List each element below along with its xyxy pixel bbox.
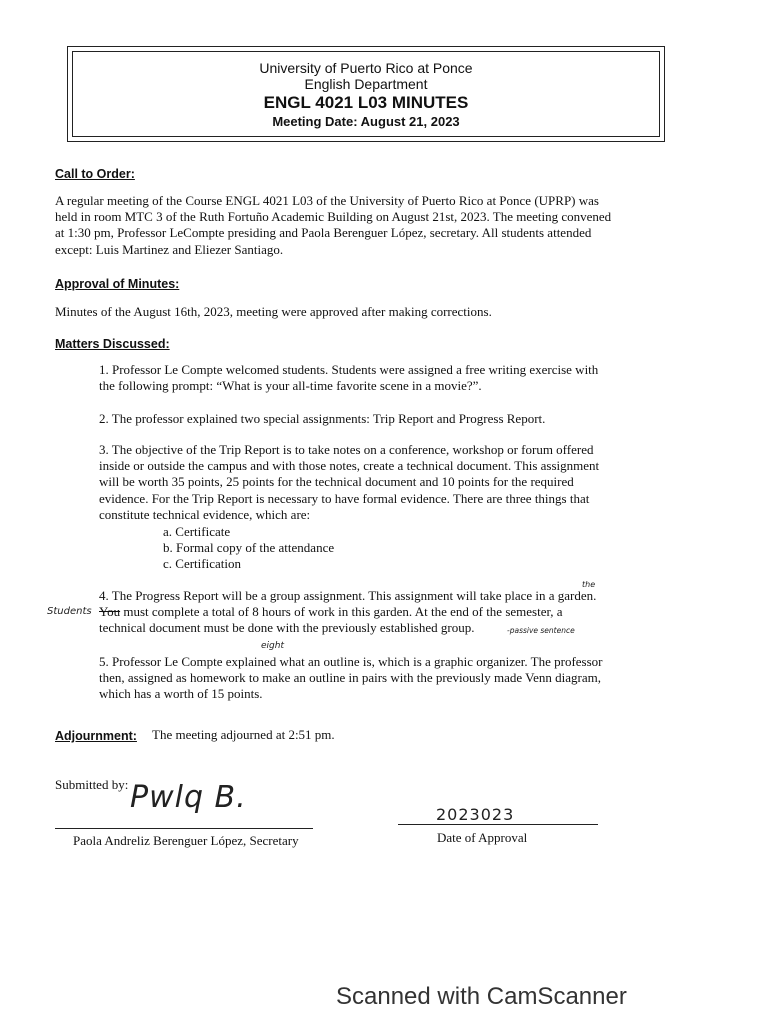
date-of-approval-label: Date of Approval — [437, 830, 528, 845]
handwritten-eight: eight — [261, 641, 284, 651]
matter-line: inside or outside the campus and with those notes, create a technical document. This assignment — [99, 458, 600, 474]
approval-heading: Approval of Minutes: — [55, 277, 180, 291]
call-to-order-text — [55, 193, 665, 258]
secretary-signature: Pwlq B. — [130, 780, 247, 815]
camscanner-watermark: Scanned with CamScanner — [336, 983, 627, 1010]
evidence-list — [163, 524, 334, 573]
matter-line: the following prompt: “What is your all-time favorite scene in a movie?”. — [99, 378, 482, 394]
matter-line: 5. Professor Le Compte explained what an outline is, which is a graphic organizer. The professor — [99, 654, 603, 669]
call-to-order-line: A regular meeting of the Course ENGL 4021 L03 of the University of Puerto Rico at Ponce (UPRP) was — [55, 193, 599, 208]
matter-line: which has a worth of 15 points. — [99, 686, 263, 702]
call-to-order-line: except: Luis Martinez and Eliezer Santiago. — [55, 241, 284, 257]
matter-line: evidence. For the Trip Report is necessary to have formal evidence. There are three things that — [99, 490, 590, 506]
adjournment-text: The meeting adjourned at 2:51 pm. — [152, 727, 335, 742]
struck-word: You — [99, 604, 121, 620]
header-box — [67, 46, 665, 142]
matter-line: then, assigned as homework to make an outline in pairs with the previously made Venn diagram, — [99, 670, 601, 686]
matter-item-3 — [99, 442, 659, 523]
matter-item-2: 2. The professor explained two special assignments: Trip Report and Progress Report. — [99, 411, 546, 426]
matter-item-5 — [99, 654, 659, 703]
handwritten-the: the — [582, 580, 596, 589]
matter-line — [99, 604, 659, 620]
call-to-order-line: held in room MTC 3 of the Ruth Fortuño Academic Building on August 21st, 2023. The meeting convened — [55, 209, 612, 225]
evidence-item: c. Certification — [163, 556, 241, 572]
matter-item-4 — [99, 588, 659, 637]
matter-line-rest: must complete a total of 8 hours of work in this garden. At the end of the semester, a — [120, 604, 563, 620]
matter-line: technical document must be done with the previously established group. — [99, 620, 475, 636]
date-line — [398, 824, 598, 825]
handwritten-students: Students — [47, 606, 92, 617]
meeting-date: Meeting Date: August 21, 2023 — [272, 114, 460, 129]
approval-text: Minutes of the August 16th, 2023, meeting were approved after making corrections. — [55, 304, 492, 319]
matter-line: 1. Professor Le Compte welcomed students. Students were assigned a free writing exercise with — [99, 362, 599, 377]
matter-item-1 — [99, 362, 659, 394]
call-to-order-line: at 1:30 pm, Professor LeCompte presiding and Paola Berenguer López, secretary. All students attended — [55, 225, 592, 241]
call-to-order-heading: Call to Order: — [55, 167, 135, 181]
approval-date-value: 2023023 — [436, 805, 515, 824]
document-title: ENGL 4021 L03 MINUTES — [263, 93, 469, 112]
matter-line: 4. The Progress Report will be a group assignment. This assignment will take place in a garden. — [99, 588, 597, 603]
department-name: English Department — [304, 76, 428, 92]
evidence-item: b. Formal copy of the attendance — [163, 540, 335, 556]
signature-line — [55, 828, 313, 829]
matter-line: constitute technical evidence, which are: — [99, 506, 311, 522]
adjournment-heading: Adjournment: — [55, 729, 137, 743]
header-inner-border — [72, 51, 660, 137]
university-name: University of Puerto Rico at Ponce — [259, 60, 473, 76]
evidence-item: a. Certificate — [163, 524, 231, 539]
matter-line: 3. The objective of the Trip Report is to take notes on a conference, workshop or forum offered — [99, 442, 594, 457]
handwritten-passive-note: -passive sentence — [507, 626, 575, 635]
matters-heading: Matters Discussed: — [55, 337, 170, 351]
secretary-name: Paola Andreliz Berenguer López, Secretary — [73, 833, 299, 848]
matter-line: will be worth 35 points, 25 points for the technical document and 10 points for the required — [99, 474, 574, 490]
submitted-by-label: Submitted by: — [55, 777, 129, 792]
